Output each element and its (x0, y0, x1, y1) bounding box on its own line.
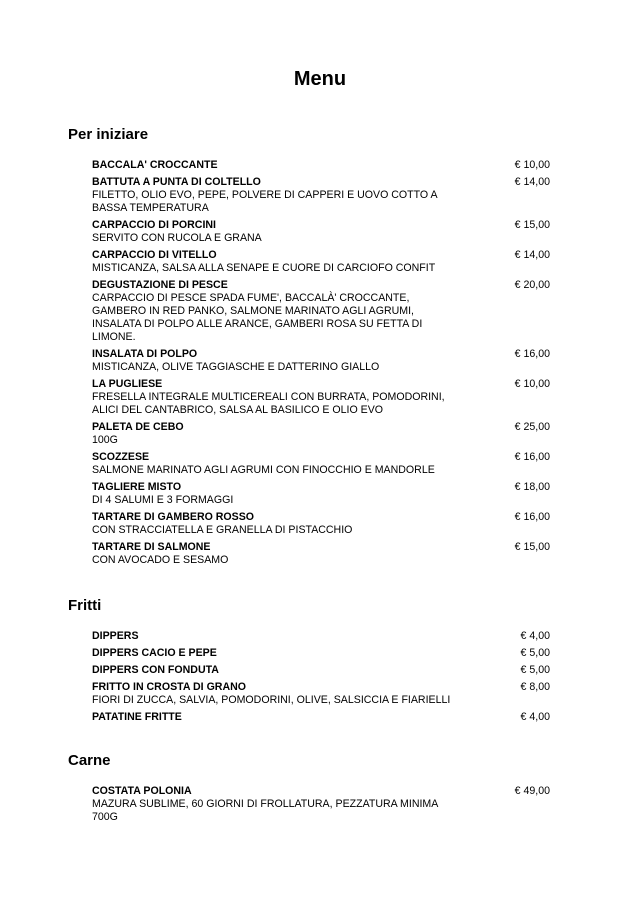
menu-item (92, 249, 550, 275)
menu-item (92, 219, 550, 245)
menu-item-name: PALETA DE CEBO (92, 421, 184, 433)
menu-item-name: DIPPERS CACIO E PEPE (92, 647, 217, 659)
menu-item-name: LA PUGLIESE (92, 378, 163, 390)
menu-item (92, 681, 550, 707)
menu-item-name: BACCALA' CROCCANTE (92, 159, 218, 171)
menu-item-name: DIPPERS CON FONDUTA (92, 664, 219, 676)
menu-item (92, 421, 550, 447)
menu-item-name: COSTATA POLONIA (92, 785, 192, 797)
menu-item-name: CARPACCIO DI PORCINI (92, 219, 216, 231)
section-per-iniziare (68, 126, 568, 566)
menu-item (92, 664, 550, 677)
menu-item-name: CARPACCIO DI VITELLO (92, 249, 217, 261)
menu-item-price: € 16,00 (514, 511, 550, 523)
menu-item (92, 647, 550, 660)
menu-item-price: € 8,00 (520, 681, 550, 693)
menu-item (92, 630, 550, 643)
menu-item-name: PATATINE FRITTE (92, 711, 182, 723)
menu-item-name: TARTARE DI GAMBERO ROSSO (92, 511, 255, 523)
menu-item-name: SCOZZESE (92, 451, 150, 463)
menu-item-description: FRESELLA INTEGRALE MULTICEREALI CON BURRATA, POMODORINI, ALICI DEL CANTABRICO, SALSA AL BASILICO E OLIO EVO (92, 391, 445, 416)
menu-item-price: € 15,00 (514, 541, 550, 553)
menu-item-description: 100G (92, 434, 118, 446)
menu-item-description: SERVITO CON RUCOLA E GRANA (92, 232, 262, 244)
menu-item-price: € 49,00 (514, 785, 550, 797)
menu-item (92, 451, 550, 477)
menu-item-name: DIPPERS (92, 630, 139, 642)
menu-item (92, 378, 550, 417)
menu-item-description: CON AVOCADO E SESAMO (92, 554, 229, 566)
menu-item-name: DEGUSTAZIONE DI PESCE (92, 279, 228, 291)
menu-item-name: INSALATA DI POLPO (92, 348, 198, 360)
menu-item-name: FRITTO IN CROSTA DI GRANO (92, 681, 246, 693)
menu-item-price: € 15,00 (514, 219, 550, 231)
menu-item-price: € 5,00 (520, 647, 550, 659)
section-carne (68, 752, 568, 823)
section-title: Fritti (68, 597, 102, 614)
menu-items-list (92, 630, 550, 728)
section-fritti (68, 597, 568, 723)
menu-item-description: SALMONE MARINATO AGLI AGRUMI CON FINOCCHIO E MANDORLE (92, 464, 435, 476)
menu-item (92, 159, 550, 172)
menu-item (92, 541, 550, 567)
menu-item-description: FIORI DI ZUCCA, SALVIA, POMODORINI, OLIVE, SALSICCIA E FIARIELLI (92, 694, 451, 706)
menu-item-name: TARTARE DI SALMONE (92, 541, 211, 553)
menu-item-price: € 5,00 (520, 664, 550, 676)
menu-item (92, 481, 550, 507)
section-title: Per iniziare (68, 126, 149, 143)
menu-item-description: FILETTO, OLIO EVO, PEPE, POLVERE DI CAPPERI E UOVO COTTO A BASSA TEMPERATURA (92, 189, 437, 214)
menu-items-list (92, 785, 550, 828)
menu-title: Menu (293, 68, 347, 90)
menu-item-description: MAZURA SUBLIME, 60 GIORNI DI FROLLATURA, PEZZATURA MINIMA 700G (92, 798, 438, 823)
menu-item-price: € 14,00 (514, 249, 550, 261)
menu-item-price: € 4,00 (520, 711, 550, 723)
menu-item-price: € 10,00 (514, 378, 550, 390)
menu-item-description: MISTICANZA, OLIVE TAGGIASCHE E DATTERINO GIALLO (92, 361, 380, 373)
menu-item-price: € 4,00 (520, 630, 550, 642)
menu-item-description: CON STRACCIATELLA E GRANELLA DI PISTACCHIO (92, 524, 353, 536)
menu-item-price: € 18,00 (514, 481, 550, 493)
menu-item-description: CARPACCIO DI PESCE SPADA FUME', BACCALÀ' CROCCANTE, GAMBERO IN RED PANKO, SALMONE MARINATO AGLI AGRUMI, INSALATA DI POLPO ALLE ARANCE, GAMBERI ROSA SU FETTA DI LIMONE. (92, 292, 423, 343)
menu-item-price: € 20,00 (514, 279, 550, 291)
menu-item (92, 348, 550, 374)
menu-item (92, 279, 550, 344)
menu-item (92, 176, 550, 215)
menu-item-description: MISTICANZA, SALSA ALLA SENAPE E CUORE DI CARCIOFO CONFIT (92, 262, 436, 274)
menu-item (92, 785, 550, 824)
menu-item-name: TAGLIERE MISTO (92, 481, 182, 493)
menu-item-price: € 25,00 (514, 421, 550, 433)
menu-item-name: BATTUTA A PUNTA DI COLTELLO (92, 176, 261, 188)
menu-item-price: € 14,00 (514, 176, 550, 188)
menu-item-price: € 16,00 (514, 348, 550, 360)
menu-item-description: DI 4 SALUMI E 3 FORMAGGI (92, 494, 234, 506)
section-title: Carne (68, 752, 111, 769)
menu-items-list (92, 159, 550, 571)
menu-item (92, 711, 550, 724)
menu-item-price: € 10,00 (514, 159, 550, 171)
menu-item-price: € 16,00 (514, 451, 550, 463)
menu-item (92, 511, 550, 537)
